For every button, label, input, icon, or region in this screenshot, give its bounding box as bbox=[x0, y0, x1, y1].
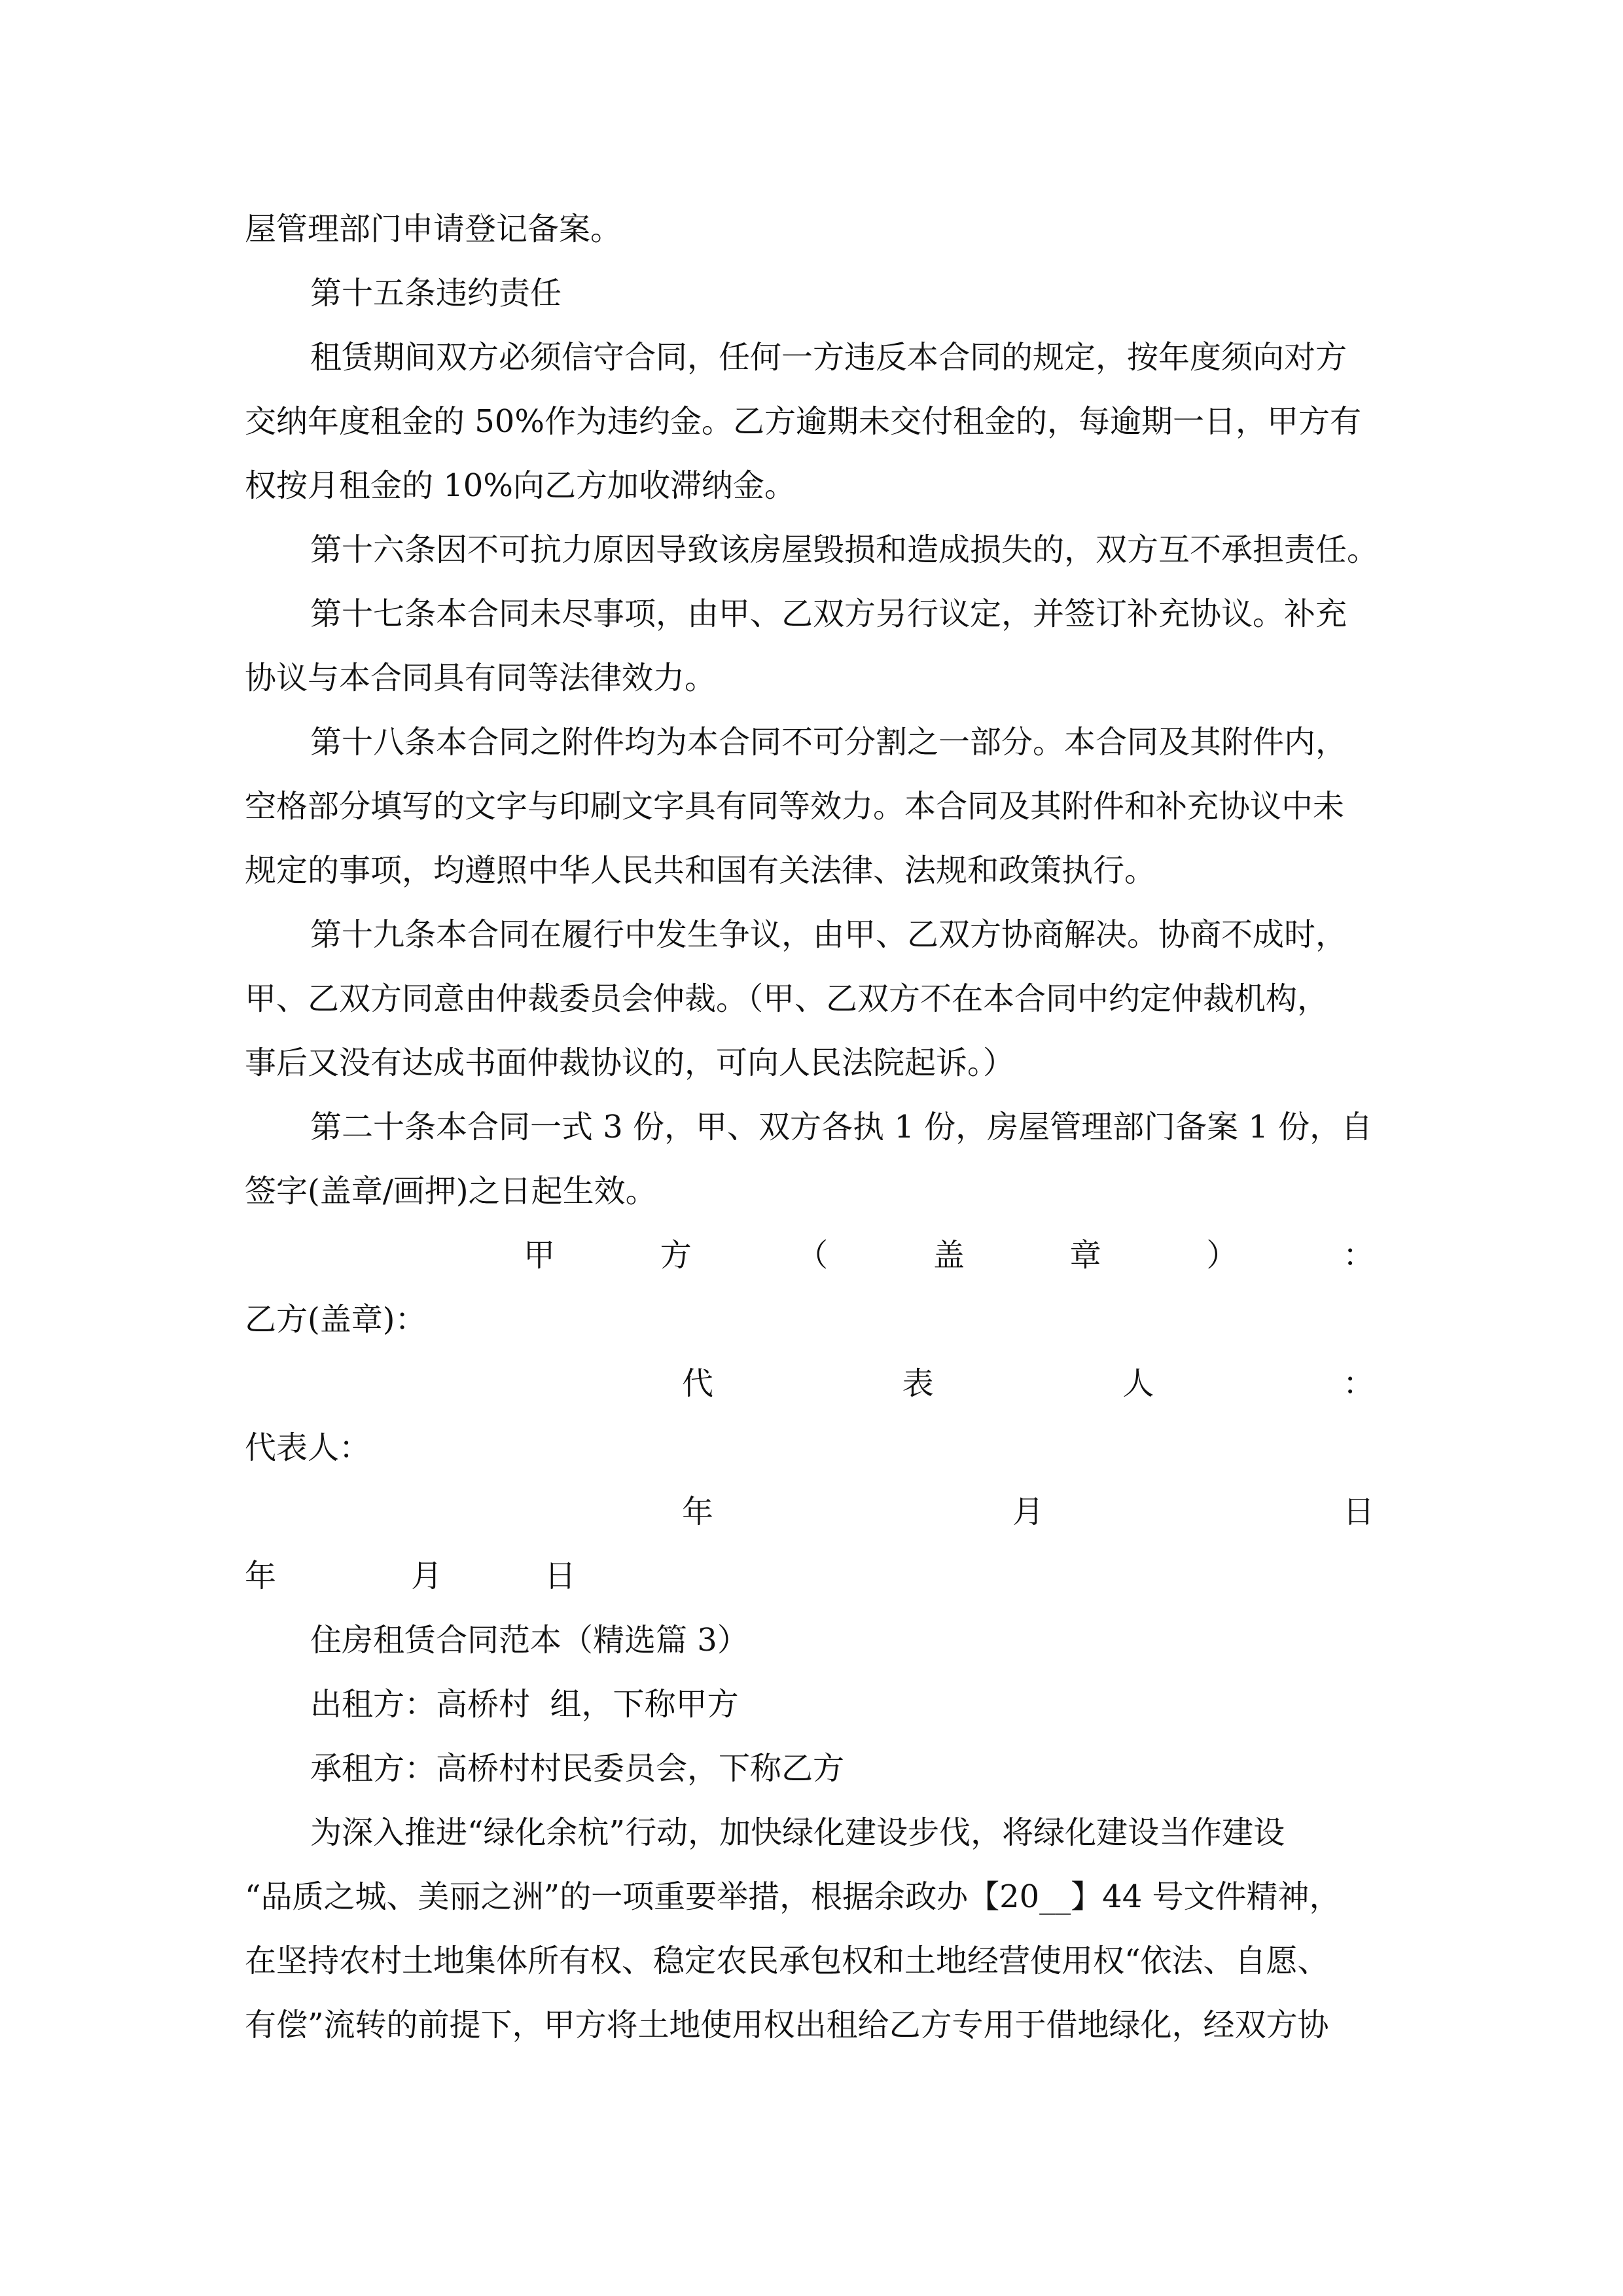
lessee-line: 承租方：高桥村村民委员会，下称乙方 bbox=[310, 1750, 845, 1787]
paragraph-line: 有偿”流转的前提下，甲方将土地使用权出租给乙方专用于借地绿化，经双方协 bbox=[245, 2007, 1329, 2043]
paragraph-line: 交纳年度租金的 50%作为违约金。乙方逾期未交付租金的，每逾期一日，甲方有 bbox=[245, 403, 1361, 440]
sig-char: 代 bbox=[682, 1365, 714, 1402]
paragraph-line: 租赁期间双方必须信守合同，任何一方违反本合同的规定，按年度须向对方 bbox=[310, 339, 1347, 376]
sig-char: 月 bbox=[1012, 1494, 1044, 1530]
sig-char: 日 bbox=[1342, 1494, 1374, 1530]
paragraph-line: 权按月租金的 10%向乙方加收滞纳金。 bbox=[245, 467, 796, 504]
sig-char: 盖 bbox=[933, 1237, 965, 1274]
paragraph-line: “品质之城、美丽之洲”的一项重要举措，根据余政办【20__】44 号文件精神， bbox=[245, 1878, 1341, 1915]
sig-char: ： bbox=[1342, 1365, 1374, 1402]
date-day: 日 bbox=[544, 1558, 577, 1594]
paragraph-line: 甲、乙双方同意由仲裁委员会仲裁。（甲、乙双方不在本合同中约定仲裁机构， bbox=[245, 980, 1329, 1017]
paragraph-line: 事后又没有达成书面仲裁协议的，可向人民法院起诉。） bbox=[245, 1045, 1015, 1081]
date-year: 年 bbox=[245, 1558, 277, 1594]
paragraph-line: 空格部分填写的文字与印刷文字具有同等效力。本合同及其附件和补充协议中未 bbox=[245, 788, 1345, 825]
paragraph-line: 第十六条因不可抗力原因导致该房屋毁损和造成损失的，双方互不承担责任。 bbox=[310, 531, 1379, 568]
paragraph-line: 协议与本合同具有同等法律效力。 bbox=[245, 660, 717, 696]
party-a-seal-line bbox=[524, 1236, 1374, 1275]
sig-char: ： bbox=[1342, 1237, 1374, 1274]
article-heading: 第十五条违约责任 bbox=[310, 275, 562, 312]
paragraph-line: 在坚持农村土地集体所有权、稳定农民承包权和土地经营使用权“依法、自愿、 bbox=[245, 1943, 1329, 1979]
section-title: 住房租赁合同范本（精选篇 3） bbox=[310, 1622, 749, 1659]
paragraph-line: 第十七条本合同未尽事项，由甲、乙双方另行议定，并签订补充协议。补充 bbox=[310, 596, 1347, 632]
lessor-line: 出租方：高桥村 组，下称甲方 bbox=[310, 1686, 739, 1723]
party-b-seal-label: 乙方(盖章)： bbox=[245, 1301, 427, 1338]
party-b-representative-label: 代表人： bbox=[245, 1429, 371, 1466]
sig-char: 年 bbox=[682, 1494, 714, 1530]
party-b-date-line bbox=[245, 1556, 1370, 1596]
sig-char: （ bbox=[796, 1237, 829, 1274]
sig-char: 人 bbox=[1122, 1365, 1154, 1402]
paragraph-line: 屋管理部门申请登记备案。 bbox=[245, 211, 622, 247]
paragraph-line: 第十九条本合同在履行中发生争议，由甲、乙双方协商解决。协商不成时， bbox=[310, 916, 1347, 953]
sig-char: 表 bbox=[902, 1365, 934, 1402]
sig-char: 方 bbox=[660, 1237, 692, 1274]
paragraph-line: 第十八条本合同之附件均为本合同不可分割之一部分。本合同及其附件内， bbox=[310, 724, 1347, 761]
sig-char: ） bbox=[1206, 1237, 1238, 1274]
paragraph-line: 签字(盖章/画押)之日起生效。 bbox=[245, 1173, 657, 1210]
date-month: 月 bbox=[411, 1558, 443, 1594]
paragraph-line: 第二十条本合同一式 3 份，甲、双方各执 1 份，房屋管理部门备案 1 份，自 bbox=[310, 1109, 1373, 1145]
party-a-representative-line bbox=[682, 1364, 1374, 1403]
sig-char: 章 bbox=[1069, 1237, 1101, 1274]
paragraph-line: 为深入推进“绿化余杭”行动，加快绿化建设步伐，将绿化建设当作建设 bbox=[310, 1814, 1285, 1851]
paragraph-line: 规定的事项，均遵照中华人民共和国有关法律、法规和政策执行。 bbox=[245, 852, 1156, 889]
sig-char: 甲 bbox=[524, 1237, 556, 1274]
party-a-date-line bbox=[682, 1492, 1374, 1532]
